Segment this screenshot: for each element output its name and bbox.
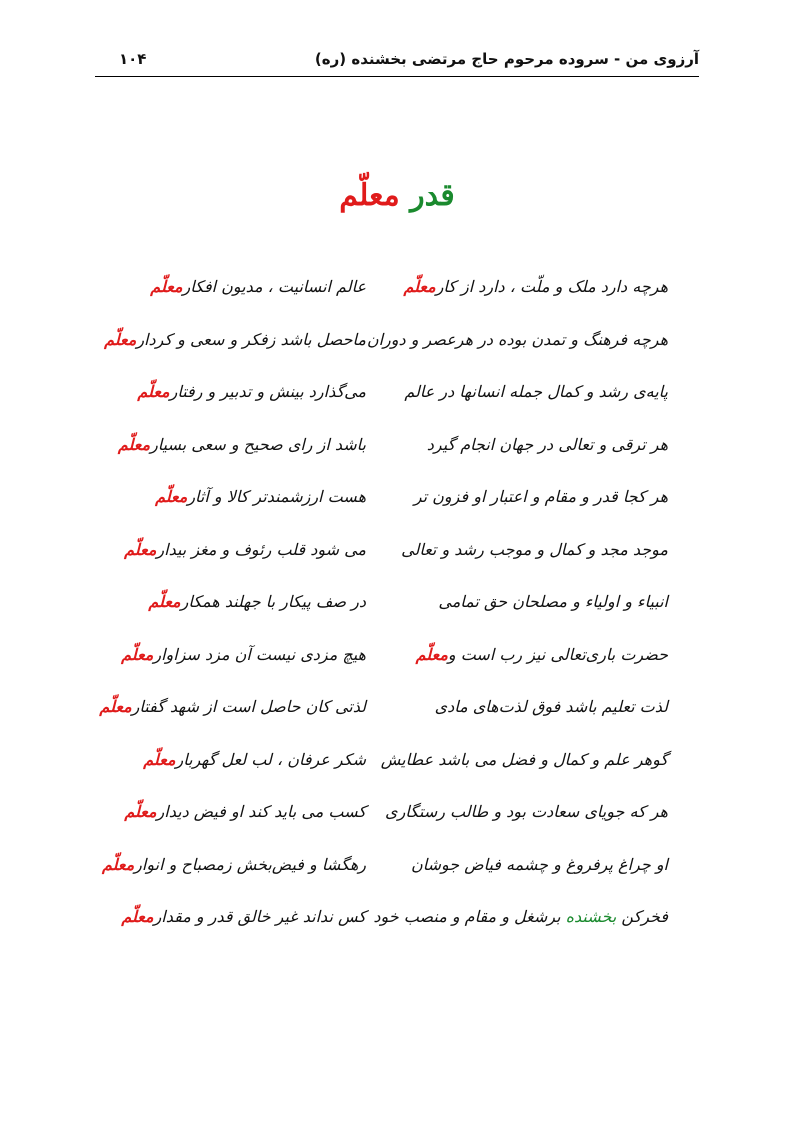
poem-title-word-2: معلّم	[339, 178, 400, 213]
refrain-word: معلّم	[101, 854, 135, 874]
couplet	[0, 685, 794, 738]
verse-text: پایه‌ی رشد و کمال جمله انسانها در عالم	[404, 382, 668, 401]
couplet	[0, 633, 794, 686]
verse-text: کس نداند غیر خالق قدر و مقدار	[153, 907, 366, 926]
refrain-word: معلّم	[99, 697, 132, 716]
verse-text: هست ارزشمندتر کالا و آثار	[187, 487, 366, 506]
right-hemistich	[373, 903, 668, 931]
refrain-word: معلّم	[124, 539, 157, 559]
couplet	[0, 265, 794, 318]
left-hemistich	[126, 273, 366, 301]
verse-text: می‌گذارد بینش و تدبیر و رفتار	[169, 382, 366, 401]
refrain-word: معلّم	[104, 329, 137, 349]
verse-text: هر که جویای سعادت بود و طالب رستگاری	[385, 802, 668, 821]
refrain-word: معلّم	[121, 644, 154, 664]
page-number: ۱۰۴	[119, 50, 147, 68]
left-hemistich	[126, 483, 366, 511]
refrain-word: معلّم	[150, 277, 183, 296]
verse-text: لذت تعلیم باشد فوق لذت‌های مادی	[434, 697, 668, 716]
couplet	[0, 738, 794, 791]
right-hemistich	[406, 641, 668, 669]
verse-text: کسب می باید کند او فیض دیدار	[156, 802, 366, 821]
verse-text: ماحصل باشد زفکر و سعی و کردار	[136, 329, 366, 349]
couplet	[0, 790, 794, 843]
left-hemistich	[126, 798, 366, 826]
verse-text-prefix: فخرکن	[621, 907, 668, 926]
verse-text: عالم انسانیت ، مدیون افکار	[182, 277, 366, 296]
verse-text: می شود قلب رئوف و مغز بیدار	[156, 539, 366, 559]
right-hemistich	[406, 378, 668, 406]
poet-pen-name: بخشنده	[565, 907, 617, 926]
refrain-word: معلّم	[143, 749, 176, 769]
right-hemistich	[406, 693, 668, 721]
refrain-word: معلّم	[148, 592, 181, 611]
couplet	[0, 475, 794, 528]
refrain-word: معلّم	[124, 802, 157, 821]
poem-title-word-1: قدر	[410, 178, 455, 213]
right-hemistich	[406, 431, 668, 459]
left-hemistich	[126, 378, 366, 406]
right-hemistich	[406, 588, 668, 616]
verse-text: هرچه فرهنگ و تمدن بوده در هرعصر و دوران	[366, 329, 668, 349]
right-hemistich	[366, 326, 668, 354]
book-title: آرزوی من - سروده مرحوم حاج مرتضی بخشنده (ره)	[314, 50, 699, 68]
refrain-word: معلّم	[155, 487, 188, 506]
page-header	[95, 48, 699, 77]
right-hemistich	[385, 798, 668, 826]
refrain-word: معلّم	[415, 644, 448, 664]
couplet	[0, 580, 794, 633]
couplet	[0, 843, 794, 896]
left-hemistich	[121, 903, 366, 931]
couplet	[0, 895, 794, 948]
right-hemistich	[401, 536, 668, 564]
couplet	[0, 318, 794, 371]
verse-text: باشد از رای صحیح و سعی بسیار	[150, 434, 366, 454]
refrain-word: معلّم	[403, 277, 436, 296]
left-hemistich	[117, 431, 366, 459]
right-hemistich	[380, 746, 668, 774]
verse-text: هرچه دارد ملک و ملّت ، دارد از کار	[435, 277, 668, 296]
refrain-word: معلّم	[117, 434, 151, 454]
verse-text: هر ترقی و تعالی در جهان انجام گیرد	[426, 434, 668, 454]
left-hemistich	[126, 746, 366, 774]
left-hemistich	[126, 588, 366, 616]
right-hemistich	[406, 483, 668, 511]
verse-text: حضرت باری‌تعالی نیز رب است و	[447, 644, 668, 664]
verse-text: او چراغ پرفروغ و چشمه فیاض جوشان	[410, 854, 668, 874]
verse-text: برشغل و مقام و منصب خود	[373, 907, 561, 926]
verse-text: در صف پیکار با جهلند همکار	[180, 592, 366, 611]
refrain-word: معلّم	[137, 382, 170, 401]
left-hemistich	[126, 536, 366, 564]
verse-text: شکر عرفان ، لب لعل گهربار	[175, 749, 366, 769]
left-hemistich	[121, 641, 366, 669]
poem-verses	[0, 265, 794, 948]
couplet	[0, 370, 794, 423]
right-hemistich	[403, 273, 668, 301]
verse-text: انبیاء و اولیاء و مصلحان حق تمامی	[438, 592, 668, 611]
couplet	[0, 528, 794, 581]
verse-text: رهگشا و فیض‌بخش زمصباح و انوار	[134, 854, 366, 874]
verse-text: هیچ مزدی نیست آن مزد سزاوار	[153, 644, 366, 664]
left-hemistich	[104, 326, 366, 354]
poem-title	[0, 178, 794, 213]
verse-text: گوهر علم و کمال و فضل می باشد عطایش	[380, 749, 668, 769]
verse-text: هر کجا قدر و مقام و اعتبار او فزون تر	[413, 487, 668, 506]
verse-text: موجد مجد و کمال و موجب رشد و تعالی	[401, 539, 668, 559]
left-hemistich	[99, 693, 366, 721]
right-hemistich	[406, 851, 668, 879]
verse-text: لذتی کان حاصل است از شهد گفتار	[131, 697, 366, 716]
left-hemistich	[101, 851, 366, 879]
refrain-word: معلّم	[121, 907, 154, 926]
couplet	[0, 423, 794, 476]
